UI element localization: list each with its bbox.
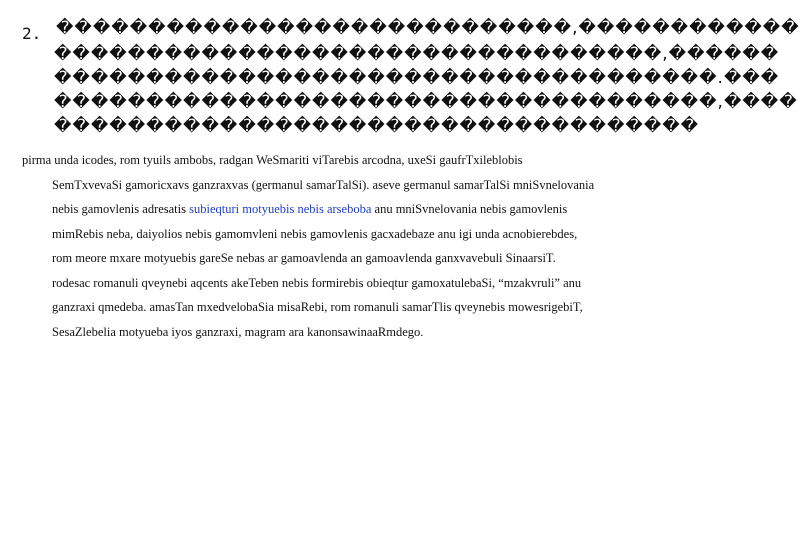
paragraph-line: rom meore mxare motyuebis gareSe nebas ar gamoavlenda an gamoavlenda ganxvavebuli SinaarsiT. (52, 251, 556, 265)
section-number: 2. (22, 24, 42, 43)
heading-line: ����������������������������,������������ (56, 18, 800, 38)
heading-line: ������������������������������������,���� (54, 92, 798, 112)
heading-line: ����������������������������������� (54, 116, 700, 136)
paragraph-line: pirma unda icodes, rom tyuils ambobs, radgan WeSmariti viTarebis arcodna, uxeSi gaufrTxileblobis (22, 153, 523, 167)
text-run: anu mniSvnelovania nebis gamovlenis (371, 202, 568, 216)
paragraph-line: mimRebis neba, daiyolios nebis gamomvleni nebis gamovlenis gacxadebaze anu igi unda acnobierebdes, (52, 226, 578, 241)
paragraph-line (22, 197, 690, 222)
paragraph-line: SesaZlebelia motyueba iyos ganzraxi, magram ara kanonsawinaaRmdego. (52, 324, 424, 339)
paragraph-line: SemTxvevaSi gamoricxavs ganzraxvas (germanul samarTalSi). aseve germanul samarTalSi mniSvnelovania (52, 177, 595, 192)
heading-line: ������������������������������������.��� (54, 68, 780, 88)
body-paragraph (22, 148, 690, 344)
heading-line: ���������������������������������,������ (54, 44, 780, 64)
highlighted-phrase: subieqturi motyuebis nebis arseboba (189, 202, 372, 216)
paragraph-line: rodesac romanuli qveynebi aqcents akeTeben nebis formirebis obieqtur gamoxatulebaSi, “mzakvruli” anu (52, 275, 582, 290)
paragraph-line: ganzraxi qmedeba. amasTan mxedvelobaSia misaRebi, rom romanuli samarTlis qveynebis mowesrigebiT, (52, 300, 583, 314)
text-run: nebis gamovlenis adresatis (52, 202, 190, 216)
